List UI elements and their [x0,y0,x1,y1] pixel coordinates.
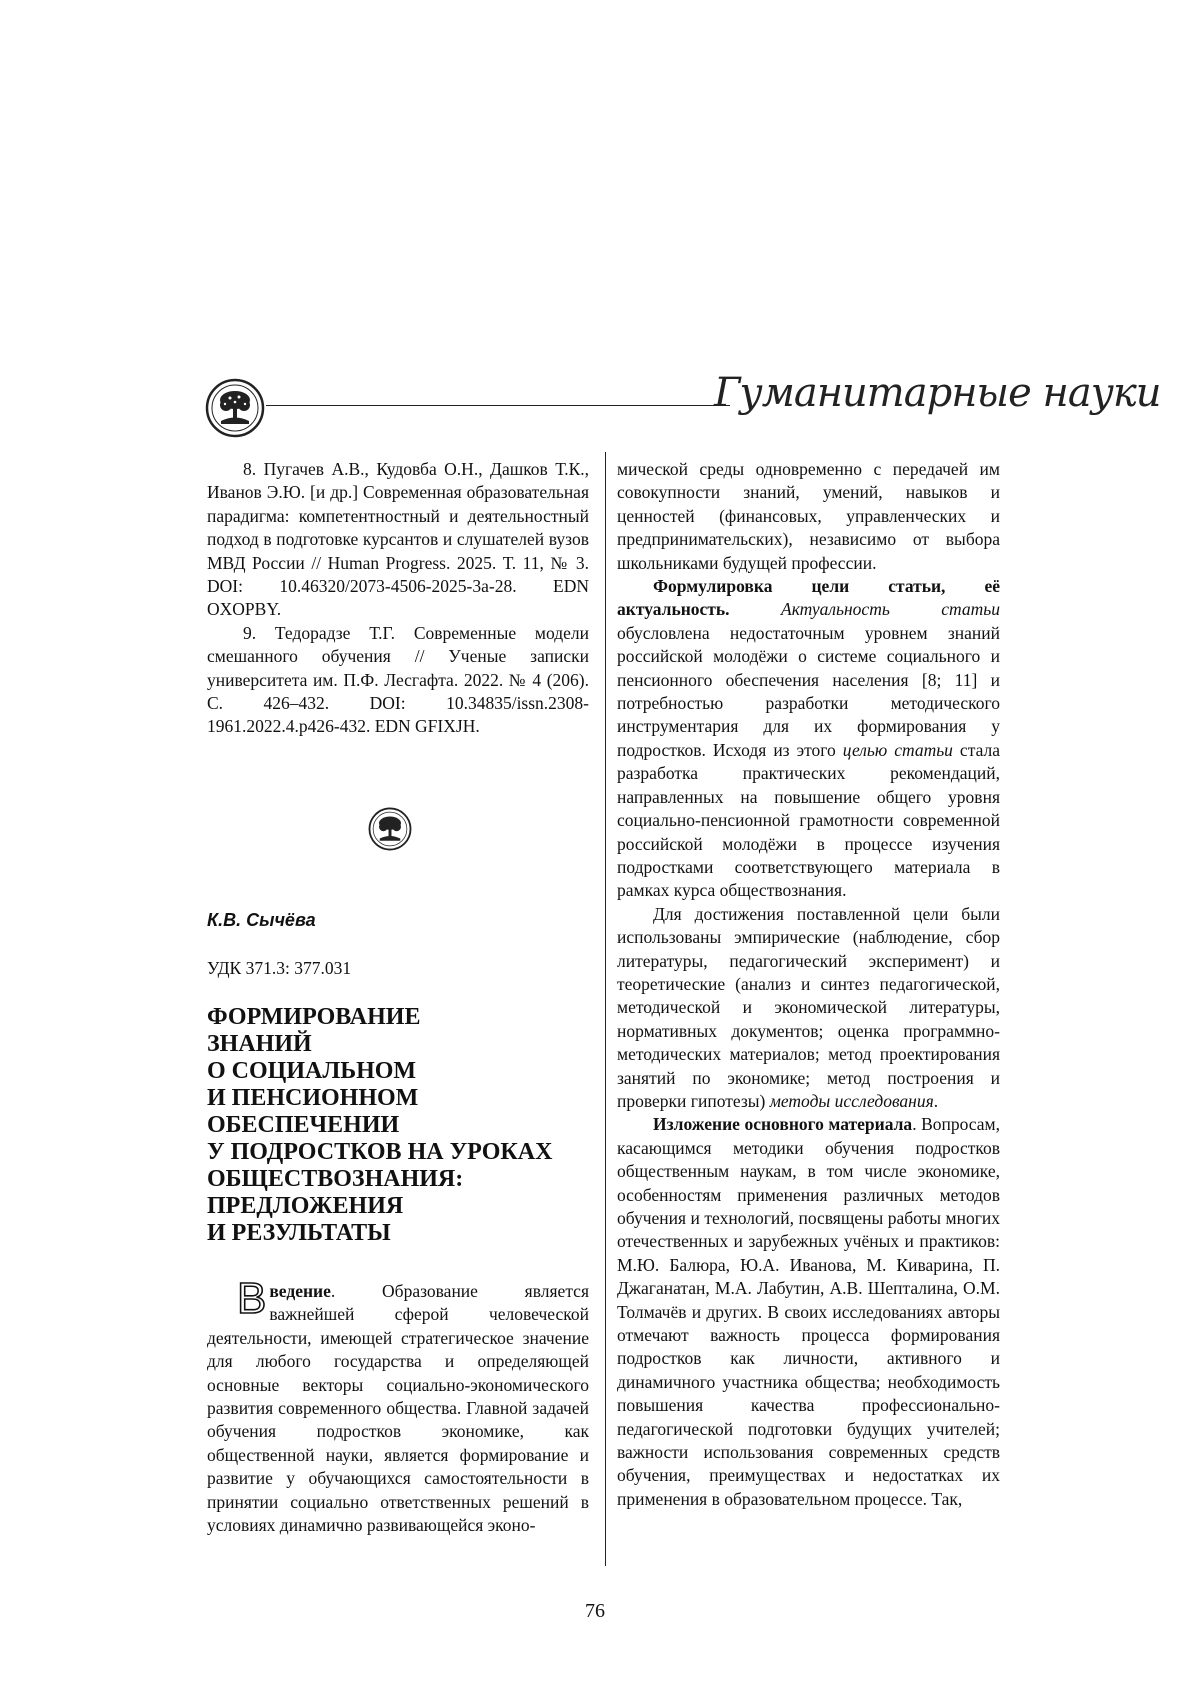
methods-text: Для достижения поставленной цели были использованы эмпирические (наблюдение, сбор литературы, педагогический эксперимент) и теоретические (анализ и синтез педагогической, методической и экономической литературы, нормативных документов; оценка программно-методических материалов; метод проектирования занятий по экономике; метод построения и проверки гипотезы) [617,903,1000,1111]
article-author: К.В. Сычёва [207,910,316,930]
drop-cap: В [237,1274,267,1323]
journal-emblem-icon [205,378,265,438]
paragraph-goal [617,575,1000,903]
paragraph-main [617,1113,1000,1511]
article-title [207,1004,597,1247]
title-line: ОБЩЕСТВОЗНАНИЯ: [207,1166,464,1192]
right-column [617,458,1000,1511]
reference-item: 8. Пугачев А.В., Кудовба О.Н., Дашков Т.К., Иванов Э.Ю. [и др.] Современная образовательная парадигма: компетентностный и деятельностный подход в подготовке курсантов и слушателей вузов МВД России // Human Progress. 2025. Т. 11, № 3. DOI: 10.46320/2073-4506-2025-3a-28. EDN OXOPBY. [207,459,589,620]
header-rule [266,405,730,406]
reference-item: 9. Тедорадзе Т.Г. Современные модели смешанного обучения // Ученые записки университета им. П.Ф. Лесгафта. 2022. № 4 (206). С. 426–432. DOI: 10.34835/issn.2308-1961.2022.4.p426-432. EDN GFIXJH. [207,622,589,737]
intro-text [207,1274,589,1537]
methods-end: . [933,1090,939,1111]
intro-body: . Образование является важнейшей сферой человеческой деятельности, имеющей стратегическое значение для любого государства и определяющей основные векторы социально-экономического развития современного общества. Главной задачей обучения подростков экономике, как общественной науки, является формирование и развитие у обучающихся самостоятельности в принятии социально ответственных решений в условиях динамично развивающейся эконо- [207,1281,589,1536]
title-line: ЗНАНИЙ [207,1031,312,1057]
title-line: О СОЦИАЛЬНОМ [207,1058,417,1084]
separator-emblem-icon [368,807,412,851]
intro-lead: ведение [269,1281,331,1301]
main-heading: Изложение основного материала [653,1114,913,1135]
goal-text-1: обусловлена недостаточным уровнем знаний российской молодёжи о системе социального и пенсионного обеспечения населения [8; 11] и потребностью разработки методического инструментария для их формирования у подростков. Исходя из этого [617,622,1000,760]
introduction-paragraph [207,1274,589,1537]
title-line: ОБЕСПЕЧЕНИИ [207,1112,400,1138]
paragraph-continuation: мической среды одновременно с передачей им совокупности знаний, умений, навыков и ценностей (финансовых, управленческих и предпринимательских), независимо от выбора школьниками будущей профессии. [617,459,1000,573]
title-line: ФОРМИРОВАНИЕ [207,1004,421,1030]
column-divider [605,452,606,1566]
title-line: У ПОДРОСТКОВ НА УРОКАХ [207,1139,553,1165]
goal-term: целью статьи [842,739,953,760]
references-list [207,458,589,739]
title-line: И ПЕНСИОННОМ [207,1085,419,1111]
main-text: . Вопросам, касающимся методики обучения подростков общественным наукам, в том числе экономике, особенностям применения различных методов обучения и технологий, посвящены работы многих отечественных и зарубежных учёных и практиков: М.Ю. Балюра, Ю.А. Иванова, М. Киварина, П. Джаганатан, М.А. Лабутин, А.В. Шепталина, О.М. Толмачёв и других. В своих исследованиях авторы отмечают важность процесса формирования подростков как личности, активного и динамичного участника общества; необходимость повышения качества профессионально-педагогической подготовки будущих учителей; важности использования современных средств обучения, преимуществах и недостатках их применения в образовательном процессе. Так, [617,1114,1000,1509]
paragraph-methods [617,903,1000,1114]
page-number: 76 [585,1600,605,1622]
title-line: ПРЕДЛОЖЕНИЯ [207,1193,404,1219]
udk-code: УДК 371.3: 377.031 [207,958,352,978]
goal-heading: Формулировка цели статьи, её актуальность. [617,576,1000,620]
relevance-term: Актуальность статьи [781,599,1001,620]
methods-term: методы исследования [769,1090,934,1111]
section-title: Гуманитарные науки [714,370,1161,416]
goal-text-2: стала разработка практических рекомендаций, направленных на повышение общего уровня социально-пенсионной грамотности современной российской молодёжи в процессе изучения подростками соответствующего материала в рамках курса обществознания. [617,739,1000,901]
title-line: И РЕЗУЛЬТАТЫ [207,1220,391,1246]
